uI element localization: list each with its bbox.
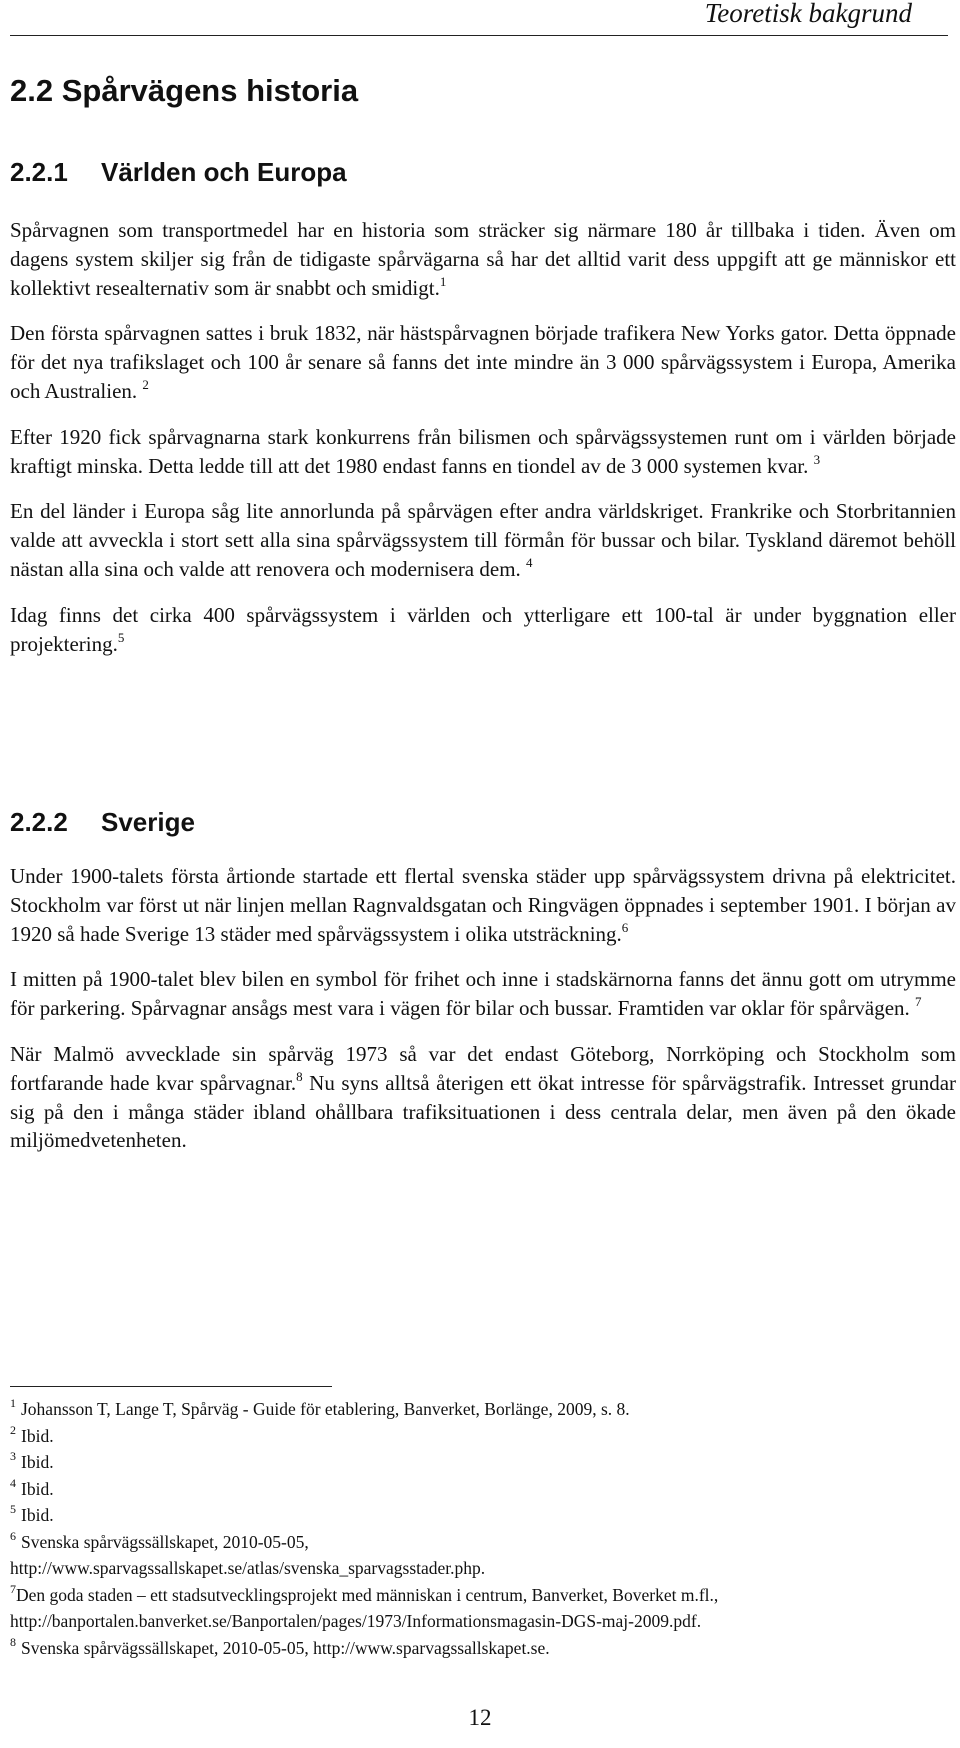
footnote [10, 1529, 956, 1556]
paragraph-text: Nu syns alltså återigen ett ökat intresse för spårvägstrafik. Intresset grundar sig på den i många städer ibland ohållbara trafiksituationen i dess centrala delar, men även på den ökade miljömedvetenheten. [10, 1070, 957, 1153]
footnote-continuation [10, 1608, 956, 1635]
footnote [10, 1635, 956, 1662]
running-header: Teoretisk bakgrund [704, 0, 912, 28]
subsection-title: Sverige [101, 807, 195, 837]
paragraph [10, 216, 956, 302]
footnote-text: Svenska spårvägssällskapet, 2010-05-05, http://www.sparvagssallskapet.se. [21, 1637, 550, 1658]
footnote-mark: 5 [10, 1502, 16, 1516]
footnote-continuation [10, 1555, 956, 1582]
footnote-link[interactable]: http://banportalen.banverket.se/Banportalen/pages/1973/Informationsmagasin-DGS-maj-2009.pdf. [10, 1611, 702, 1631]
paragraph-text: När Malmö avvecklade sin spårväg 1973 så var det endast Göteborg, Norrköping och Stockholm som fortfarande hade kvar spårvagnar. [10, 1041, 956, 1095]
footnote-ref[interactable]: 5 [117, 629, 125, 645]
footnote-ref[interactable]: 7 [915, 994, 922, 1010]
section-number: 2.2 [10, 73, 54, 108]
subsection-title: Världen och Europa [101, 157, 347, 187]
paragraph-text: Efter 1920 fick spårvagnarna stark konkurrens från bilismen och spårvägssystemen runt om i världen började kraftigt minska. Detta ledde till att det 1980 endast fanns en tiondel av de 3 000 systemen kvar. [10, 424, 956, 478]
section-title: Spårvägens historia [61, 73, 359, 108]
footnotes [10, 1396, 956, 1661]
footnote-text: Ibid. [21, 1505, 54, 1525]
footnote-ref[interactable]: 2 [142, 376, 149, 392]
paragraph-text: Spårvagnen som transportmedel har en historia som sträcker sig närmare 180 år tillbaka i tiden. Även om dagens system skiljer sig från de tidigaste spårvägarna så har det alltid varit dess uppgift att ge människor ett kollektivt resealternativ som är snabbt och smidigt. [10, 218, 956, 300]
paragraph [10, 497, 956, 583]
footnote-text: Den goda staden – ett stadsutvecklingsprojekt med människan i centrum, Banverket, Boverket m.fl., [16, 1584, 719, 1605]
paragraph [10, 601, 956, 659]
footnote-text: Ibid. [21, 1452, 54, 1472]
subsection-number: 2.2.1 [10, 157, 68, 187]
footnote [10, 1423, 956, 1450]
footnote [10, 1502, 956, 1529]
page-number: 12 [468, 1705, 492, 1730]
footnote-mark: 2 [10, 1422, 16, 1437]
footnote-mark: 1 [10, 1396, 16, 1410]
footnote-mark: 4 [10, 1475, 16, 1490]
footnote-mark: 8 [10, 1634, 16, 1649]
footnote-ref[interactable]: 3 [813, 451, 821, 467]
footnote-mark: 7 [10, 1581, 16, 1596]
footnote-ref[interactable]: 6 [621, 919, 629, 935]
footnote [10, 1476, 956, 1503]
paragraph-text: En del länder i Europa såg lite annorlunda på spårvägen efter andra världskriget. Frankrike och Storbritannien valde att avveckla i stort sett alla sina spårvägssystem till förmån för bussar och bilar. Tyskland däremot behöll nästan alla sina och valde att renovera och modernisera dem. [10, 499, 956, 581]
footnote-ref[interactable]: 8 [296, 1068, 303, 1084]
footnote-ref[interactable]: 4 [526, 554, 533, 570]
paragraph-text: Den första spårvagnen sattes i bruk 1832, när hästspårvagnen började trafikera New Yorks gator. Detta öppnade för det nya trafikslaget och 100 år senare så fanns det inte mindre än 3 000 spårvägssystem i Europa, Amerika och Australien. [10, 321, 956, 403]
paragraph [10, 1040, 956, 1155]
footnote-text: Johansson T, Lange T, Spårväg - Guide för etablering, Banverket, Borlänge, 2009, s. 8. [21, 1399, 630, 1419]
footnote-text: Svenska spårvägssällskapet, 2010-05-05, [21, 1531, 309, 1552]
subsection-body-world-europe [10, 216, 956, 675]
subsection-heading-sweden [10, 806, 195, 838]
subsection-number: 2.2.2 [10, 807, 68, 837]
footnote-link[interactable]: http://www.sparvagssallskapet.se/atlas/svenska_sparvagsstader.php. [10, 1558, 486, 1578]
footnote [10, 1396, 956, 1423]
paragraph-text: Under 1900-talets första årtionde startade ett flertal svenska städer upp spårvägssystem drivna på elektricitet. Stockholm var först ut när linjen mellan Ragnvaldsgatan och Ringvägen öppnades i september 1901. I början av 1920 så hade Sverige 13 städer med spårvägssystem i olika utsträckning. [10, 864, 956, 946]
footnote-text: Ibid. [21, 1425, 54, 1446]
paragraph [10, 423, 956, 481]
subsection-heading-world-europe [10, 156, 347, 188]
paragraph [10, 862, 956, 948]
section-heading [10, 72, 358, 110]
footnote-ref[interactable]: 1 [439, 273, 447, 289]
paragraph [10, 319, 956, 405]
footnote-separator [10, 1386, 332, 1387]
footnote-mark: 6 [10, 1528, 16, 1543]
footnote [10, 1449, 956, 1476]
paragraph [10, 965, 956, 1023]
paragraph-text: Idag finns det cirka 400 spårvägssystem i världen och ytterligare ett 100-tal är under byggnation eller projektering. [10, 602, 956, 656]
footnote [10, 1582, 956, 1609]
footnote-text: Ibid. [21, 1478, 54, 1499]
footnote-mark: 3 [10, 1449, 16, 1463]
header-rule [10, 35, 948, 36]
paragraph-text: I mitten på 1900-talet blev bilen en symbol för frihet och inne i stadskärnorna fanns det ännu gott om utrymme för parkering. Spårvagnar ansågs mest vara i vägen för bilar och bussar. Framtiden var oklar för spårvägen. [10, 967, 956, 1021]
subsection-body-sweden [10, 862, 956, 1172]
